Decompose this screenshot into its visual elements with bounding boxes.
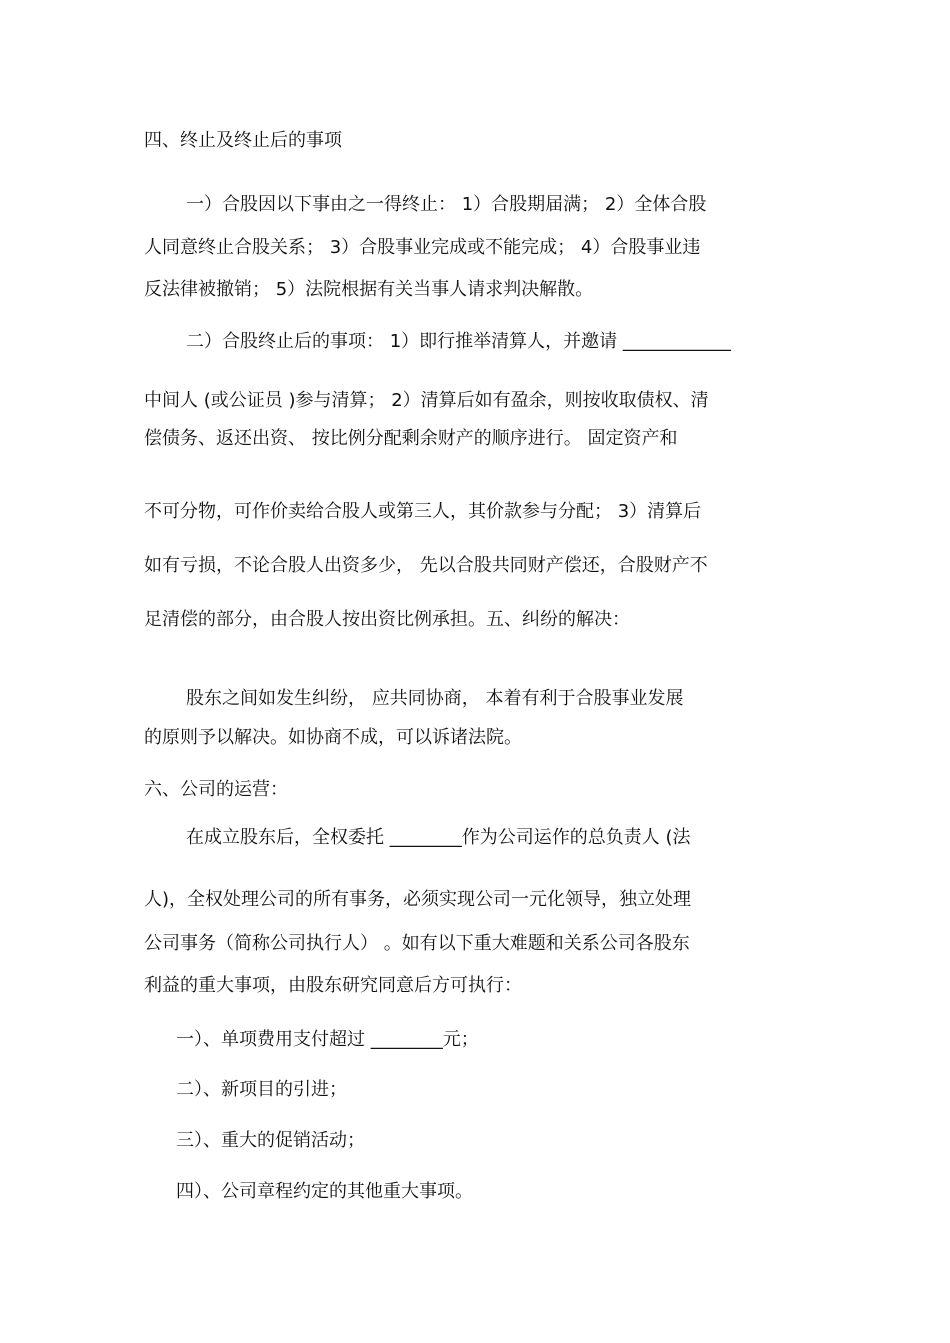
list-item: 三）、重大的促销活动； — [176, 1130, 365, 1151]
section-heading-termination: 四、终止及终止后的事项 — [144, 130, 342, 151]
paragraph-line: 利益的重大事项，由股东研究同意后方可执行： — [144, 975, 522, 996]
paragraph-line: 人)，全权处理公司的所有事务，必须实现公司一元化领导，独立处理 — [144, 889, 692, 910]
paragraph-line: 足清偿的部分，由合股人按出资比例承担。五、纠纷的解决： — [144, 609, 630, 630]
paragraph-line: 公司事务（简称公司执行人） 。如有以下重大难题和关系公司各股东 — [144, 933, 690, 954]
paragraph-line: 在成立股东后，全权委托 ________作为公司运作的总负责人 (法 — [186, 827, 691, 848]
paragraph-line: 人同意终止合股关系； 3）合股事业完成或不能完成； 4）合股事业违 — [144, 237, 701, 258]
paragraph-line: 股东之间如发生纠纷， 应共同协商， 本着有利于合股事业发展 — [186, 688, 684, 709]
paragraph-line: 偿债务、返还出资、 按比例分配剩余财产的顺序进行。 固定资产和 — [144, 428, 678, 449]
paragraph-line: 二）合股终止后的事项： 1）即行推举清算人，并邀请 ____________ — [186, 331, 731, 352]
list-item: 一）、单项费用支付超过 ________元； — [176, 1029, 479, 1050]
list-item: 二）、新项目的引进； — [176, 1079, 347, 1100]
paragraph-line: 如有亏损，不论合股人出资多少， 先以合股共同财产偿还，合股财产不 — [144, 555, 708, 576]
paragraph-line: 中间人 (或公证员 )参与清算； 2）清算后如有盈余，则按收取债权、清 — [144, 390, 709, 411]
paragraph-line: 一）合股因以下事由之一得终止： 1）合股期届满； 2）全体合股 — [186, 194, 707, 215]
section-heading-operation: 六、公司的运营： — [144, 779, 288, 800]
paragraph-line: 的原则予以解决。如协商不成，可以诉诸法院。 — [144, 727, 522, 748]
paragraph-line: 不可分物，可作价卖给合股人或第三人，其价款参与分配； 3）清算后 — [144, 501, 702, 522]
list-item: 四）、公司章程约定的其他重大事项。 — [176, 1181, 473, 1202]
paragraph-line: 反法律被撤销； 5）法院根据有关当事人请求判决解散。 — [144, 279, 594, 300]
